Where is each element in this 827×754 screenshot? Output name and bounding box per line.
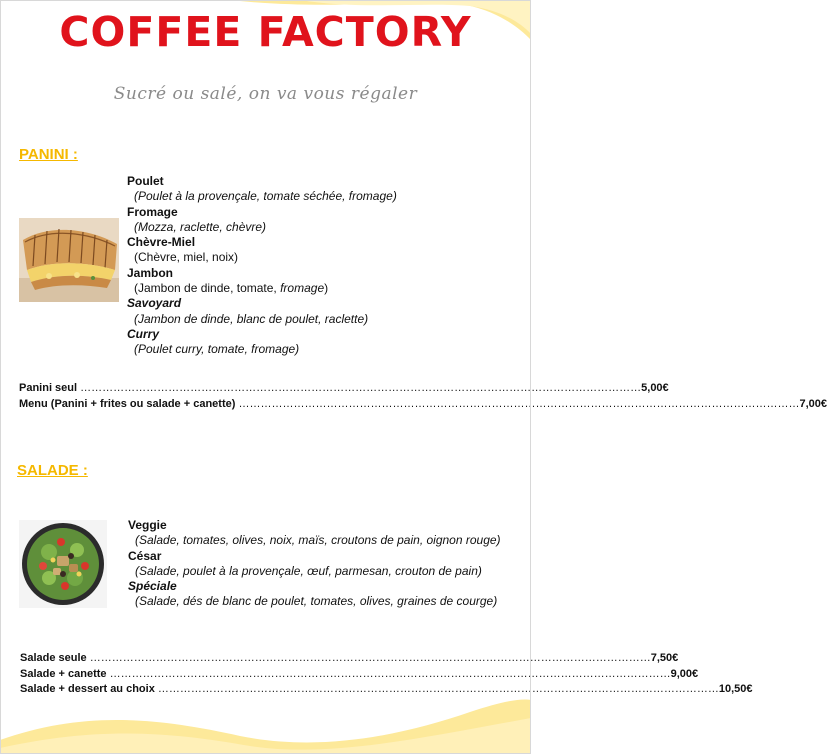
- panini-section-title: PANINI :: [19, 146, 78, 163]
- price-value: 9,00€: [670, 667, 699, 680]
- dot-leader: ………………………………………………………………………………………………………………………………………: [106, 667, 671, 680]
- panini-item-name: Jambon: [127, 265, 174, 280]
- panini-price-list: [19, 381, 827, 412]
- salade-item: [128, 518, 528, 549]
- panini-item: [127, 205, 527, 236]
- price-label: Salade seule: [20, 652, 87, 664]
- menu-subtitle: Sucré ou salé, on va vous régaler: [113, 84, 418, 104]
- panini-item-desc: (Poulet à la provençale, tomate séchée, fromage): [134, 189, 397, 204]
- dot-leader: ………………………………………………………………………………………………………………………………………: [86, 652, 651, 664]
- panini-item-desc: (Mozza, raclette, chèvre): [134, 219, 267, 234]
- price-row: [20, 682, 753, 698]
- salade-item-name: César: [128, 548, 162, 563]
- salade-item-name: Spéciale: [128, 579, 177, 594]
- salade-item-name: Veggie: [128, 518, 167, 532]
- panini-item-desc: (Chèvre, miel, noix): [134, 250, 239, 265]
- price-label: Salade + dessert au choix: [20, 683, 155, 695]
- price-value: 10,50€: [718, 683, 753, 695]
- salade-item-desc: (Salade, dés de blanc de poulet, tomates, olives, graines de courge): [135, 594, 498, 609]
- panini-items-list: [127, 174, 527, 358]
- panini-item-desc: (Jambon de dinde, blanc de poulet, raclette): [134, 311, 369, 326]
- price-value: 5,00€: [641, 382, 669, 394]
- panini-item: [127, 174, 527, 205]
- dot-leader: ………………………………………………………………………………………………………………………………………: [154, 683, 719, 695]
- price-value: 7,00€: [799, 397, 827, 410]
- panini-item: [127, 327, 527, 358]
- price-label: Salade + canette: [20, 667, 107, 680]
- price-row: [20, 651, 679, 667]
- price-label: Panini seul: [19, 382, 78, 394]
- price-row: [20, 667, 699, 683]
- panini-item: [127, 296, 527, 327]
- panini-item-name: Fromage: [127, 204, 178, 219]
- salade-item: [128, 579, 528, 610]
- salade-item-desc: (Salade, poulet à la provençale, œuf, parmesan, crouton de pain): [135, 563, 482, 578]
- panini-item-desc: (Jambon de dinde, tomate, fromage): [134, 281, 329, 296]
- salade-item: [128, 549, 528, 580]
- salade-section-title: SALADE :: [17, 462, 88, 479]
- panini-item-name: Savoyard: [127, 296, 182, 311]
- price-value: 7,50€: [650, 652, 679, 664]
- salad-bowl-photo: [19, 520, 107, 608]
- panini-item: [127, 235, 527, 266]
- salade-item-desc: (Salade, tomates, olives, noix, maïs, croutons de pain, oignon rouge): [135, 533, 501, 548]
- panini-item-name: Curry: [127, 326, 160, 341]
- dot-leader: ………………………………………………………………………………………………………………………………………: [77, 382, 642, 394]
- panini-item: [127, 266, 527, 297]
- menu-title: COFFEE FACTORY: [59, 8, 472, 56]
- panini-sandwich-photo: [19, 218, 119, 302]
- salade-items-list: [128, 518, 528, 610]
- salade-price-list: [20, 651, 753, 698]
- panini-item-name: Poulet: [127, 174, 164, 188]
- price-row: [19, 381, 669, 397]
- price-row: [19, 397, 827, 413]
- panini-item-name: Chèvre-Miel: [127, 235, 196, 250]
- panini-item-desc: (Poulet curry, tomate, fromage): [134, 342, 300, 357]
- price-label: Menu (Panini + frites ou salade + canette): [19, 397, 236, 410]
- dot-leader: ………………………………………………………………………………………………………………………………………: [235, 397, 800, 410]
